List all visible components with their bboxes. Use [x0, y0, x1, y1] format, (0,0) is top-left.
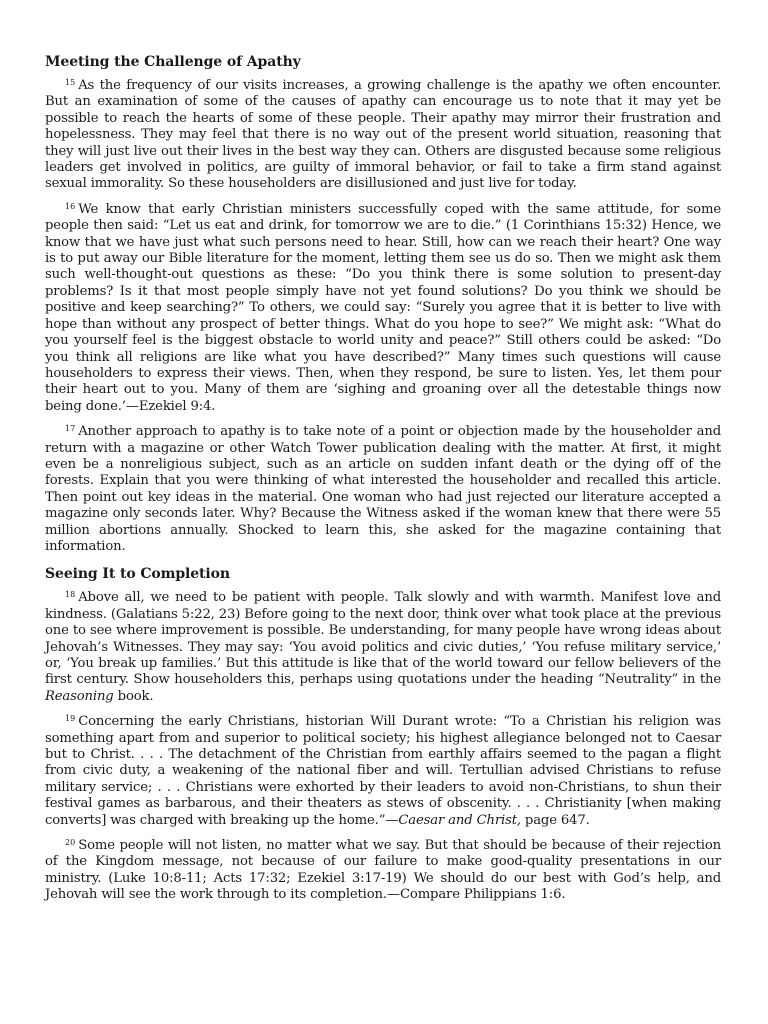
paragraph-15: [45, 78, 721, 193]
paragraph-number: 16: [65, 201, 76, 211]
paragraph-16: [45, 202, 721, 415]
paragraph-text: Above all, we need to be patient with people. Talk slowly and with warmth. Manifest love and kindness. (Galatians 5:22, 23) Before going to the next door, think over what took place at the previous one to see where improvement is possible. Be understanding, for many people have wrong ideas about Jehovah’s Witnesses. They may say: ‘You avoid politics and civic duties,’ ‘You refuse military service,’ or, ‘You break up families.’ But this attitude is like that of the world toward our fellow believers of the first century. Show householders this, perhaps using quotations under the heading “Neutrality” in the: [45, 590, 722, 688]
source-title: Caesar and Christ,: [398, 812, 521, 828]
paragraph-number: 18: [65, 590, 76, 600]
section-heading-apathy: Meeting the Challenge of Apathy: [45, 54, 301, 70]
paragraph-number: 19: [65, 714, 76, 724]
paragraph-text: Some people will not listen, no matter what we say. But that should be because of their rejection of the Kingdom message, not because of our failure to make good-quality presentations in our ministry. (Luke 10:8-11; Acts 17:32; Ezekiel 3:17-19) We should do our best with God’s help, and Jehovah will see the work through to its completion.—Compare Philippians 1:6.: [45, 838, 721, 903]
paragraph-19: [45, 714, 721, 829]
paragraph-17: [45, 424, 721, 555]
paragraph-number: 17: [65, 424, 76, 434]
paragraph-text: Concerning the early Christians, historian Will Durant wrote: “To a Christian his religion was something apart from and superior to political society; his highest allegiance belonged not to Caesar but to Christ. . . . The detachment of the Christian from earthly affairs seemed to the pagan a flight from civic duty, a weakening of the national fiber and will. Tertullian advised Christians to refuse military service; . . . Christians were exhorted by their leaders to avoid non-Christians, to shun their festival games as barbarous, and their theaters as stews of obscenity. . . . Christianity [when making converts] was charged with breaking up the home.”—: [45, 714, 721, 828]
paragraph-text-end: book.: [113, 688, 154, 704]
paragraph-20: [45, 838, 721, 904]
paragraph-number: 15: [65, 78, 76, 87]
book-title: Reasoning: [45, 688, 114, 704]
paragraph-text: Another approach to apathy is to take note of a point or objection made by the householder and return with a magazine or other Watch Tower publication dealing with the matter. At first, it might even be a nonreligious subject, such as an article on sudden infant death or the dying off of the forests. Explain that you were thinking of what interested the householder and recalled this article. Then point out key ideas in the material. One woman who had just rejected our literature accepted a magazine only seconds later. Why? Because the Witness asked if the woman knew that there were 55 million abortions annually. Shocked to learn this, she asked for the magazine containing that information.: [45, 424, 721, 554]
paragraph-text: We know that early Christian ministers successfully coped with the same attitude, for some people then said: “Let us eat and drink, for tomorrow we are to die.” (1 Corinthians 15:32) Hence, we know that we have just what such persons need to hear. Still, how can we reach their heart? One way is to put away our Bible literature for the moment, letting them see us do so. Then we might ask them such well-thought-out questions as these: “Do you think there is some solution to present-day problems? Is it that most people simply have not yet found solutions? Do you think we should be positive and keep searching?” To others, we could say: “Surely you agree that it is better to live with hope than without any prospect of better things. What do you hope to see?” We might ask: “What do you yourself feel is the biggest obstacle to world unity and peace?” Still others could be asked: “Do you think all religions are like what you have described?” Many times such questions will cause householders to express their views. Then, when they respond, be sure to listen. Yes, let them pour their heart out to you. Many of them are ‘sighing and groaning over all the detestable things now being done.’—Ezekiel 9:4.: [45, 201, 721, 414]
article-page: [45, 52, 721, 913]
section-heading-completion: Seeing It to Completion: [45, 566, 230, 583]
paragraph-number: 20: [65, 838, 76, 848]
paragraph-text: As the frequency of our visits increases, a growing challenge is the apathy we often encounter. But an examination of some of the causes of apathy can encourage us to note that it may yet be possible to reach the hearts of some of these people. Their apathy may mirror their frustration and hopelessness. They may feel that there is no way out of the present world situation, reasoning that they will just live out their lives in the best way they can. Others are disgusted because some religious leaders get involved in politics, are guilty of immoral behavior, or fail to take a firm stand against sexual immorality. So these householders are disillusioned and just live for today.: [45, 78, 721, 192]
paragraph-18: [45, 590, 721, 705]
paragraph-text-end: page 647.: [520, 812, 590, 828]
